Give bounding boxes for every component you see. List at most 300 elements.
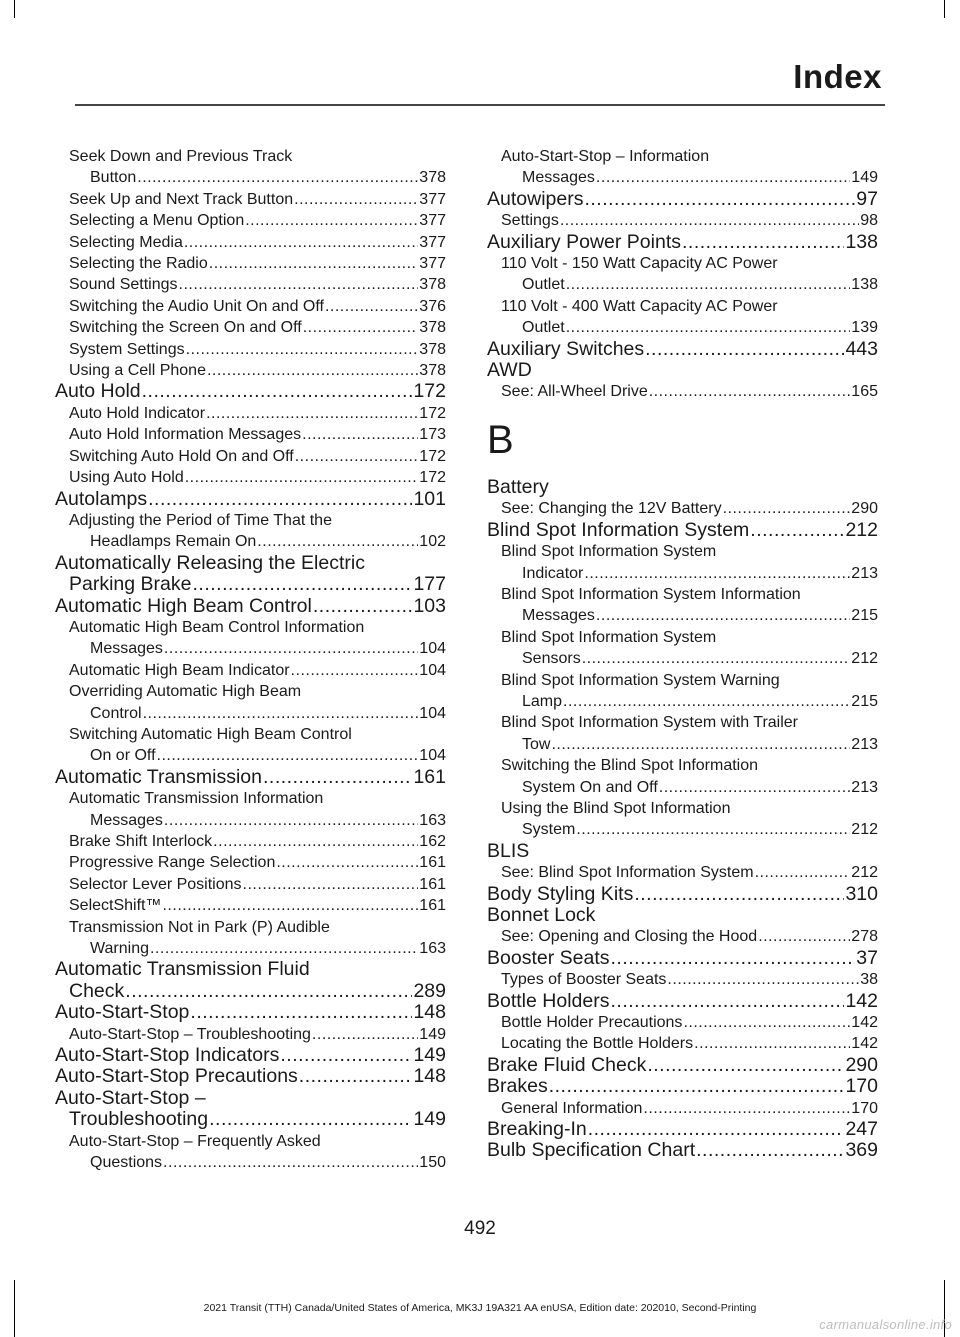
index-entry-text: Body Styling Kits — [487, 882, 634, 905]
dot-leader — [596, 167, 850, 188]
dot-leader — [313, 596, 413, 617]
dot-leader — [683, 1012, 850, 1033]
dot-leader — [142, 381, 413, 402]
index-entry-text: Sensors — [522, 650, 581, 668]
index-page-ref[interactable]: 378 — [419, 276, 446, 294]
index-entry-text: Automatic High Beam Indicator — [69, 661, 290, 679]
footer-edition-info: 2021 Transit (TTH) Canada/United States of America, MK3J 19A321 AA enUSA, Edition date: 202010, Second-Printing — [203, 1302, 757, 1314]
index-subentry — [69, 424, 446, 445]
index-entry-text: Switching the Audio Unit On and Off — [69, 297, 324, 315]
index-subentry — [501, 1098, 878, 1119]
index-entry-text: SelectShift™ — [69, 897, 162, 915]
dot-leader — [682, 232, 844, 253]
index-page-ref[interactable]: 142 — [851, 1035, 878, 1053]
index-subentry — [501, 296, 878, 339]
index-entry-text: Bonnet Lock — [487, 904, 596, 926]
index-page-ref[interactable]: 161 — [419, 897, 446, 915]
index-entry-text: Automatic Transmission — [55, 765, 262, 788]
dot-leader — [723, 498, 851, 519]
index-subentry — [69, 446, 446, 467]
index-subentry — [69, 210, 446, 231]
index-subentry — [501, 1033, 878, 1054]
index-entry-text: Blind Spot Information System — [487, 518, 750, 541]
dot-leader — [299, 1066, 413, 1087]
crop-mark-top-left — [14, 0, 15, 18]
page-number: 492 — [464, 1218, 496, 1239]
dot-leader — [280, 1045, 412, 1066]
dot-leader — [186, 339, 419, 360]
index-entry-text: Transmission Not in Park (P) Audible — [69, 918, 330, 936]
index-entry — [487, 1055, 878, 1076]
dot-leader — [755, 862, 851, 883]
index-entry — [55, 1088, 446, 1131]
index-page-ref[interactable]: 104 — [419, 747, 446, 765]
index-page-ref[interactable]: 378 — [419, 319, 446, 337]
dot-leader — [163, 1152, 418, 1173]
header-divider — [75, 104, 885, 106]
dot-leader — [276, 852, 418, 873]
dot-leader — [209, 1109, 412, 1130]
index-entry — [487, 884, 878, 905]
index-subentry — [69, 189, 446, 210]
index-entry-text: Bottle Holder Precautions — [501, 1014, 683, 1032]
dot-leader — [245, 210, 418, 231]
index-entry-text: Tow — [522, 735, 551, 753]
index-subentry — [69, 874, 446, 895]
index-page-ref[interactable]: 215 — [851, 607, 878, 625]
index-entry — [55, 959, 446, 1002]
index-entry-text: Bulb Specification Chart — [487, 1139, 696, 1162]
index-subentry — [69, 510, 446, 553]
index-entry-text: Overriding Automatic High Beam — [69, 683, 302, 701]
index-page-ref[interactable]: 377 — [419, 255, 446, 273]
index-page-ref[interactable]: 378 — [419, 340, 446, 358]
dot-leader — [295, 446, 419, 467]
dot-leader — [185, 467, 419, 488]
index-entry-text: Battery — [487, 475, 549, 498]
index-subentry — [69, 831, 446, 852]
index-page-ref[interactable]: 377 — [419, 190, 446, 208]
index-entry-text: General Information — [501, 1099, 643, 1117]
index-page-ref[interactable]: 104 — [419, 640, 446, 658]
dot-leader — [312, 1024, 418, 1045]
index-page-ref[interactable]: 378 — [419, 169, 446, 187]
index-entry-text: Switching the Screen On and Off — [69, 319, 302, 337]
index-entry — [487, 1119, 878, 1140]
index-page-ref[interactable]: 177 — [413, 573, 446, 596]
index-page-ref[interactable]: 149 — [413, 1108, 446, 1131]
index-entry-text: 110 Volt - 150 Watt Capacity AC Power — [501, 255, 778, 273]
index-entry-text: Locating the Bottle Holders — [501, 1035, 694, 1053]
index-page-ref[interactable]: 148 — [413, 1065, 446, 1088]
dot-leader — [243, 874, 419, 895]
index-page-ref[interactable]: 38 — [860, 971, 878, 989]
index-page-ref[interactable]: 376 — [419, 297, 446, 315]
index-page-ref[interactable]: 149 — [419, 1025, 446, 1043]
index-subentry — [501, 541, 878, 584]
index-entry-text: Blind Spot Information System Warning — [501, 671, 780, 689]
index-entry-text: Switching Auto Hold On and Off — [69, 447, 294, 465]
index-entry-text: Automatic Transmission Information — [69, 790, 324, 808]
index-subentry — [69, 917, 446, 960]
dot-leader — [584, 189, 855, 210]
index-entry-text: See: Opening and Closing the Hood — [501, 928, 758, 946]
index-entry — [487, 232, 878, 253]
index-page-ref[interactable]: 161 — [413, 765, 446, 788]
index-entry — [487, 339, 878, 360]
dot-leader — [303, 317, 419, 338]
index-entry-text: System Settings — [69, 340, 185, 358]
index-page-ref[interactable]: 213 — [851, 735, 878, 753]
dot-leader — [213, 831, 418, 852]
index-page-ref[interactable]: 162 — [419, 833, 446, 850]
index-entry-text: Booster Seats — [487, 946, 610, 969]
index-entry-text: Automatically Releasing the Electric — [55, 551, 365, 574]
dot-leader — [582, 648, 851, 669]
index-entry-text: Automatic Transmission Fluid — [55, 958, 310, 981]
index-entry-text: Auto-Start-Stop Precautions — [55, 1065, 298, 1088]
dot-leader — [563, 691, 850, 712]
index-page-ref[interactable]: 142 — [851, 1014, 878, 1032]
index-page-ref[interactable]: 161 — [419, 854, 446, 872]
index-entry-text: Auto Hold Information Messages — [69, 426, 302, 444]
dot-leader — [659, 777, 851, 798]
index-page-ref[interactable]: 139 — [851, 319, 878, 337]
index-entry-text: Adjusting the Period of Time That the — [69, 511, 332, 529]
index-page-ref[interactable]: 138 — [845, 230, 878, 253]
index-page-ref[interactable]: 98 — [860, 212, 878, 230]
index-entry — [55, 767, 446, 788]
index-subentry — [69, 467, 446, 488]
index-subentry — [501, 670, 878, 713]
index-page-ref[interactable]: 290 — [845, 1053, 878, 1076]
index-page-ref[interactable]: 148 — [413, 1001, 446, 1024]
index-page-ref[interactable]: 173 — [419, 426, 446, 444]
index-subentry — [69, 253, 446, 274]
index-subentry — [69, 724, 446, 767]
index-subentry — [501, 712, 878, 755]
index-entry-text: Brakes — [487, 1075, 548, 1098]
index-column-right — [487, 146, 878, 1162]
index-entry — [487, 905, 878, 926]
index-subentry — [501, 798, 878, 841]
dot-leader — [596, 605, 850, 626]
index-page-ref[interactable]: 104 — [419, 704, 446, 722]
dot-leader — [584, 563, 850, 584]
index-entry-text: Auto-Start-Stop — [55, 1001, 190, 1024]
index-entry — [487, 1140, 878, 1161]
index-page-ref[interactable]: 97 — [856, 187, 878, 210]
dot-leader — [647, 1055, 844, 1076]
dot-leader — [192, 574, 412, 595]
index-page-ref[interactable]: 369 — [845, 1139, 878, 1162]
index-entry-text: BLIS — [487, 839, 530, 862]
index-subentry — [69, 274, 446, 295]
dot-leader — [576, 819, 850, 840]
index-page-ref[interactable]: 149 — [413, 1044, 446, 1067]
dot-leader — [143, 703, 419, 724]
index-page-ref[interactable]: 163 — [419, 811, 446, 829]
index-entry-text: Auto Hold Indicator — [69, 404, 206, 422]
index-entry — [55, 1045, 446, 1066]
dot-leader — [325, 296, 418, 317]
index-entry-text: Selector Lever Positions — [69, 875, 242, 893]
index-entry-text: Outlet — [522, 276, 565, 294]
dot-leader — [643, 1098, 850, 1119]
index-entry-text: Lamp — [522, 692, 563, 710]
index-entry — [487, 189, 878, 210]
index-entry-text: 110 Volt - 400 Watt Capacity AC Power — [501, 297, 778, 315]
index-entry-text: Parking Brake — [69, 573, 192, 596]
index-page-ref[interactable]: 172 — [419, 469, 446, 487]
index-subentry — [69, 360, 446, 381]
index-entry-text: Breaking-In — [487, 1118, 587, 1141]
index-entry-text: Messages — [522, 607, 595, 625]
dot-leader — [137, 167, 418, 188]
index-entry-text: Questions — [90, 1154, 163, 1172]
dot-leader — [302, 424, 418, 445]
index-entry-text: Seek Down and Previous Track — [69, 148, 293, 165]
index-page-ref[interactable]: 310 — [845, 882, 878, 905]
index-entry-text: Sound Settings — [69, 276, 178, 294]
index-page-ref[interactable]: 101 — [413, 487, 446, 510]
index-entry-text: Brake Fluid Check — [487, 1053, 647, 1076]
crop-mark-top-right — [944, 0, 945, 18]
index-entry-text: Autowipers — [487, 187, 584, 210]
index-page-ref[interactable]: 170 — [845, 1075, 878, 1098]
index-page-ref[interactable]: 212 — [845, 518, 878, 541]
dot-leader — [206, 403, 418, 424]
index-page-ref[interactable]: 212 — [851, 864, 878, 882]
dot-leader — [566, 317, 851, 338]
index-subentry — [69, 146, 446, 189]
index-subentry — [501, 862, 878, 883]
index-entry-text: System — [522, 821, 576, 839]
dot-leader — [148, 489, 412, 510]
dot-leader — [694, 1033, 850, 1054]
dot-leader — [758, 926, 850, 947]
dot-leader — [551, 734, 850, 755]
index-entry-text: Auto-Start-Stop – Information — [501, 148, 710, 165]
index-page-ref[interactable]: 163 — [419, 940, 446, 958]
index-page-ref[interactable]: 172 — [419, 447, 446, 465]
dot-leader — [610, 991, 844, 1012]
index-entry — [55, 1002, 446, 1023]
dot-leader — [209, 253, 419, 274]
index-entry-text: Auxiliary Switches — [487, 337, 645, 360]
index-subentry — [69, 852, 446, 873]
index-page-ref[interactable]: 161 — [419, 875, 446, 893]
index-entry — [55, 489, 446, 510]
index-page-ref[interactable]: 103 — [413, 594, 446, 617]
index-subentry — [501, 1012, 878, 1033]
index-page-ref[interactable]: 150 — [419, 1154, 446, 1172]
index-subentry — [69, 617, 446, 660]
dot-leader — [294, 189, 418, 210]
index-subentry — [69, 296, 446, 317]
dot-leader — [164, 638, 418, 659]
dot-leader — [696, 1140, 844, 1161]
dot-leader — [750, 520, 844, 541]
index-page-ref[interactable]: 443 — [845, 337, 878, 360]
index-entry-text: See: Blind Spot Information System — [501, 864, 754, 882]
index-page-ref[interactable]: 172 — [413, 380, 446, 403]
index-entry-text: Switching the Blind Spot Information — [501, 757, 759, 775]
index-subentry — [501, 210, 878, 231]
index-subentry — [69, 681, 446, 724]
index-entry-text: Blind Spot Information System with Trailer — [501, 714, 799, 732]
index-subentry — [501, 253, 878, 296]
index-entry — [487, 948, 878, 969]
index-page-ref[interactable]: 142 — [845, 989, 878, 1012]
dot-leader — [263, 767, 412, 788]
index-entry — [55, 553, 446, 596]
index-subentry — [69, 232, 446, 253]
index-entry-text: Selecting the Radio — [69, 255, 208, 273]
index-subentry — [501, 584, 878, 627]
index-subentry — [69, 1024, 446, 1045]
index-entry-text: See: All-Wheel Drive — [501, 383, 648, 401]
dot-leader — [549, 1076, 845, 1097]
index-column-left — [55, 146, 446, 1174]
index-entry — [487, 477, 878, 498]
index-entry-text: Brake Shift Interlock — [69, 833, 213, 850]
index-page-ref[interactable]: 378 — [419, 362, 446, 380]
index-entry-text: Auto-Start-Stop – Frequently Asked — [69, 1132, 321, 1150]
index-entry-text: Warning — [90, 940, 149, 958]
index-entry-text: Troubleshooting — [69, 1108, 209, 1131]
index-subentry — [501, 627, 878, 670]
index-page-ref[interactable]: 215 — [851, 692, 878, 710]
index-page-ref[interactable]: 247 — [845, 1118, 878, 1141]
index-entry-text: Auto Hold — [55, 380, 141, 403]
index-entry — [55, 381, 446, 402]
index-page-ref[interactable]: 172 — [419, 404, 446, 422]
index-page-ref[interactable]: 377 — [419, 212, 446, 230]
index-entry-text: Progressive Range Selection — [69, 854, 276, 872]
index-entry-text: Messages — [90, 811, 163, 829]
dot-leader — [125, 981, 412, 1002]
index-entry-text: Using Auto Hold — [69, 469, 184, 487]
index-subentry — [501, 969, 878, 990]
index-entry-text: Auto-Start-Stop – — [55, 1086, 206, 1109]
index-entry-text: Outlet — [522, 319, 565, 337]
index-entry-text: Messages — [522, 169, 595, 187]
dot-leader — [291, 660, 419, 681]
index-entry-text: Auxiliary Power Points — [487, 230, 681, 253]
dot-leader — [164, 810, 418, 831]
index-entry-text: System On and Off — [522, 778, 658, 796]
index-entry-text: Autolamps — [55, 487, 148, 510]
index-page-ref[interactable]: 377 — [419, 233, 446, 251]
dot-leader — [645, 339, 844, 360]
index-entry-text: Bottle Holders — [487, 989, 610, 1012]
index-page-ref[interactable]: 149 — [851, 169, 878, 187]
index-entry-text: Headlamps Remain On — [90, 533, 257, 551]
index-page-ref[interactable]: 213 — [851, 778, 878, 796]
dot-leader — [588, 1119, 845, 1140]
index-subentry — [69, 895, 446, 916]
index-entry-text: Selecting Media — [69, 233, 183, 251]
index-page-ref[interactable]: 213 — [851, 564, 878, 582]
index-subentry — [501, 498, 878, 519]
index-subentry — [501, 755, 878, 798]
index-entry-text: Auto-Start-Stop Indicators — [55, 1044, 280, 1067]
index-entry — [487, 991, 878, 1012]
index-entry-text: Automatic High Beam Control — [55, 594, 312, 617]
index-entry-text: Button — [90, 169, 137, 187]
dot-leader — [179, 274, 419, 295]
index-section-letter: B — [487, 417, 514, 462]
index-entry-text: Settings — [501, 212, 559, 230]
index-subentry — [69, 403, 446, 424]
page-title: Index — [793, 58, 882, 95]
index-page-ref[interactable]: 290 — [851, 500, 878, 518]
dot-leader — [566, 274, 851, 295]
index-entry-text: Seek Up and Next Track Button — [69, 190, 294, 208]
index-page-ref[interactable]: 212 — [851, 821, 878, 839]
index-subentry — [501, 146, 878, 189]
dot-leader — [634, 884, 844, 905]
index-page-ref[interactable]: 165 — [851, 383, 878, 401]
dot-leader — [667, 969, 859, 990]
index-entry-text: Automatic High Beam Control Information — [69, 618, 365, 636]
dot-leader — [560, 210, 859, 231]
index-page-ref[interactable]: 104 — [419, 661, 446, 679]
index-entry — [487, 1076, 878, 1097]
index-entry — [55, 1066, 446, 1087]
index-entry — [487, 841, 878, 862]
index-page-ref[interactable]: 138 — [851, 276, 878, 294]
watermark: carmanualsonline.info — [819, 1317, 952, 1332]
index-entry-text: Control — [90, 704, 142, 722]
dot-leader — [150, 938, 418, 959]
index-subentry — [501, 926, 878, 947]
index-subentry — [69, 788, 446, 831]
index-page-ref[interactable]: 278 — [851, 928, 878, 946]
dot-leader — [162, 895, 418, 916]
index-entry — [55, 596, 446, 617]
index-subentry — [69, 317, 446, 338]
index-page-ref[interactable]: 37 — [856, 946, 878, 969]
dot-leader — [157, 745, 419, 766]
index-entry-text: Using a Cell Phone — [69, 362, 206, 380]
index-entry-text: Messages — [90, 640, 163, 658]
dot-leader — [190, 1002, 412, 1023]
index-subentry — [501, 381, 878, 402]
index-page-ref[interactable]: 289 — [413, 979, 446, 1002]
index-subentry — [69, 660, 446, 681]
index-page-ref[interactable]: 212 — [851, 650, 878, 668]
index-subentry — [69, 1131, 446, 1174]
dot-leader — [649, 381, 851, 402]
index-entry-text: AWD — [487, 359, 532, 382]
index-entry-text: Auto-Start-Stop – Troubleshooting — [69, 1025, 311, 1043]
index-page-ref[interactable]: 170 — [851, 1099, 878, 1117]
index-entry-text: Blind Spot Information System — [501, 628, 717, 646]
index-entry — [487, 520, 878, 541]
index-entry — [487, 360, 878, 381]
index-entry-text: Blind Spot Information System — [501, 543, 717, 561]
index-entry-text: Indicator — [522, 564, 584, 582]
dot-leader — [257, 531, 418, 552]
index-page-ref[interactable]: 102 — [419, 533, 446, 551]
dot-leader — [184, 232, 418, 253]
index-entry-text: On or Off — [90, 747, 156, 765]
dot-leader — [610, 948, 855, 969]
index-entry-text: Types of Booster Seats — [501, 971, 667, 989]
index-entry-text: Using the Blind Spot Information — [501, 799, 731, 817]
